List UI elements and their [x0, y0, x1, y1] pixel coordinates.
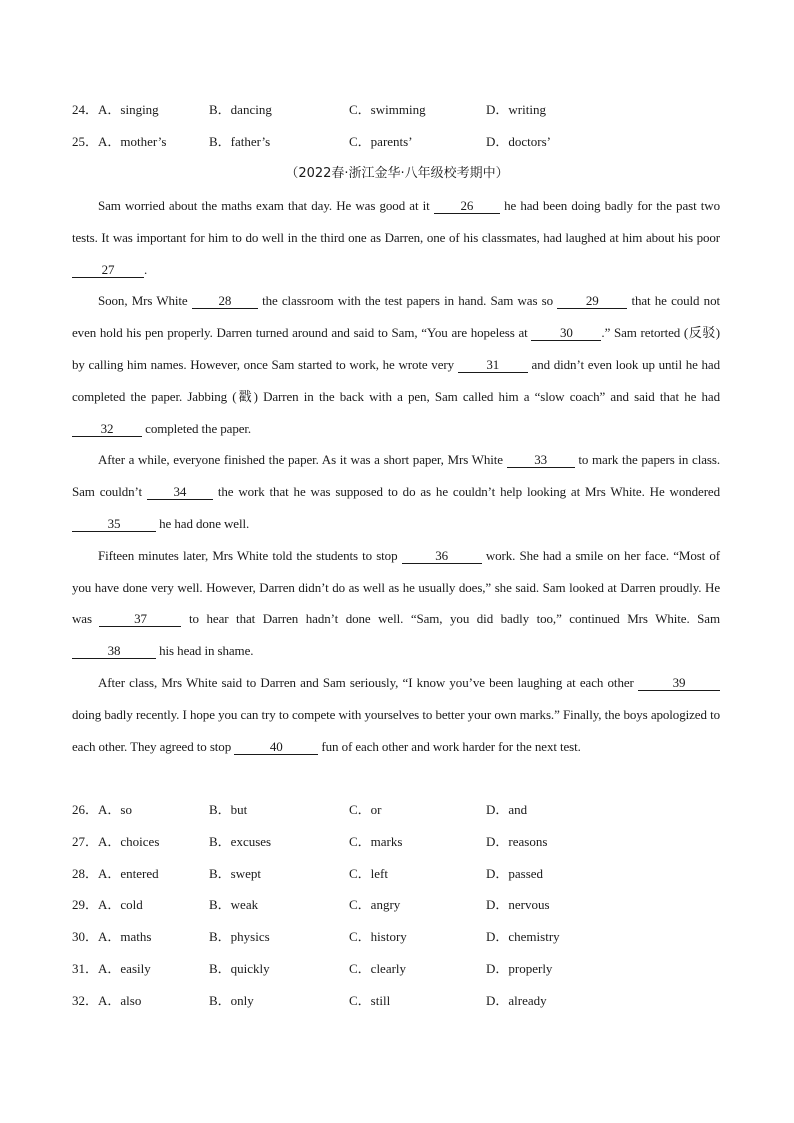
blank-40: 40 [234, 739, 318, 755]
text: to hear that Darren hadn’t done well. “Sam, you did badly too,” continued Mrs White. Sam [181, 611, 720, 627]
paragraph-5 [72, 667, 720, 762]
question-31-option-c: C．clearly [349, 961, 407, 976]
question-27-option-a [72, 832, 159, 852]
question-31-option-b: B．quickly [209, 961, 270, 976]
question-number: 25． [72, 134, 99, 149]
text: completed the paper. [142, 420, 252, 436]
question-29-option-c: C．angry [349, 897, 401, 912]
blank-39: 39 [638, 675, 720, 691]
text: the classroom with the test papers in hand. Sam was so [257, 293, 558, 309]
blank-26: 26 [434, 198, 500, 214]
question-27-option-d: D．reasons [486, 834, 548, 849]
question-28-option-a [72, 864, 159, 884]
blank-36: 36 [402, 548, 482, 564]
option-text: A．entered [98, 866, 159, 881]
question-number: 27． [72, 834, 99, 849]
question-24-option-c: C．swimming [349, 102, 426, 117]
blank-33: 33 [507, 452, 575, 468]
text: to mark the papers in class. Sam couldn’t [72, 452, 720, 500]
blank-30: 30 [531, 325, 601, 341]
paragraph-1 [72, 190, 720, 285]
question-31-option-d: D．properly [486, 961, 553, 976]
cloze-passage [72, 190, 720, 762]
text: he had done well. [156, 515, 250, 531]
text: After class, Mrs White said to Darren and Sam seriously, “I know you’ve been laughing at each other [98, 674, 638, 690]
option-text: A．so [98, 802, 132, 817]
option-text: A．also [98, 993, 142, 1008]
question-32-option-b: B．only [209, 993, 254, 1008]
question-25-option-a [72, 132, 166, 152]
question-32-option-a [72, 991, 141, 1011]
question-24-option-d: D．writing [486, 102, 546, 117]
text: Sam worried about the maths exam that day. He was good at it [98, 198, 434, 213]
question-27-option-c: C．marks [349, 834, 403, 849]
question-26-option-d: D．and [486, 802, 528, 817]
question-30-option-b: B．physics [209, 929, 270, 944]
question-32-option-c: C．still [349, 993, 391, 1008]
question-25-option-d: D．doctors’ [486, 134, 551, 149]
question-31-option-a [72, 959, 151, 979]
question-29-option-a [72, 895, 143, 915]
text: fun of each other and work harder for the next test. [318, 738, 581, 754]
option-text: A．easily [98, 961, 151, 976]
question-32-option-d: D．already [486, 993, 547, 1008]
text: .” Sam retorted (反驳) by calling him names. However, once Sam started to work, he wrote very [72, 325, 720, 372]
paragraph-4 [72, 540, 720, 667]
question-25-option-b: B．father’s [209, 134, 271, 149]
question-26-option-c: C．or [349, 802, 382, 817]
option-text: A．maths [98, 929, 152, 944]
question-28-option-d: D．passed [486, 866, 544, 881]
question-number: 28． [72, 866, 99, 881]
blank-38: 38 [72, 643, 156, 659]
passage-source: （2022春·浙江金华·八年级校考期中） [285, 166, 509, 181]
question-30-option-d: D．chemistry [486, 929, 560, 944]
blank-35: 35 [72, 516, 156, 532]
question-28-option-b: B．swept [209, 866, 262, 881]
question-30-option-a [72, 927, 151, 947]
option-text: A．mother’s [98, 134, 167, 149]
blank-32: 32 [72, 421, 142, 437]
blank-29: 29 [557, 293, 627, 309]
text: Fifteen minutes later, Mrs White told the students to stop [98, 547, 402, 563]
text: that he could not even hold his pen properly. Darren turned around and said to Sam, “You are hopeless at [72, 293, 720, 341]
text: doing badly recently. I hope you can try to compete with yourselves to better your own marks.” Finally, the boys apologized to each other. They agreed to stop [72, 706, 720, 754]
question-30-option-c: C．history [349, 929, 407, 944]
paragraph-2 [72, 285, 720, 444]
question-26-option-b: B．but [209, 802, 248, 817]
blank-37: 37 [99, 611, 181, 627]
question-number: 24． [72, 102, 99, 117]
text: After a while, everyone finished the paper. As it was a short paper, Mrs White [98, 452, 507, 468]
text: . [144, 261, 148, 277]
text: Soon, Mrs White [98, 293, 192, 309]
question-24-option-b: B．dancing [209, 102, 272, 117]
question-29-option-b: B．weak [209, 897, 259, 912]
blank-31: 31 [458, 357, 528, 373]
question-number: 26． [72, 802, 99, 817]
question-26-option-a [72, 800, 132, 820]
blank-34: 34 [147, 484, 213, 500]
text: work. She had a smile on her face. “Most of you have done very well. However, Darren didn’t do as well as he usually does,” she said. Sam looked at Darren proudly. He was [72, 547, 721, 627]
question-28-option-c: C．left [349, 866, 388, 881]
question-25-option-c: C．parents’ [349, 134, 413, 149]
text: and didn’t even look up until he had completed the paper. Jabbing (戳) Darren in the back with a pen, Sam called him a “slow coach” and said that he had [72, 356, 720, 404]
question-number: 31． [72, 961, 99, 976]
question-number: 32． [72, 993, 99, 1008]
option-text: A．choices [98, 834, 160, 849]
option-text: A．cold [98, 897, 143, 912]
paragraph-3 [72, 444, 720, 539]
text: his head in shame. [156, 643, 254, 659]
option-text: A．singing [98, 102, 159, 117]
question-number: 29． [72, 897, 99, 912]
question-24-option-a [72, 100, 159, 120]
blank-28: 28 [192, 293, 258, 309]
text: he had been doing badly for the past two tests. It was important for him to do well in the third one as Darren, one of his classmates, had laughed at him about his poor [72, 198, 720, 245]
blank-27: 27 [72, 262, 144, 278]
question-number: 30． [72, 929, 99, 944]
text: the work that he was supposed to do as he couldn’t help looking at Mrs White. He wondered [212, 484, 720, 500]
question-27-option-b: B．excuses [209, 834, 272, 849]
question-29-option-d: D．nervous [486, 897, 550, 912]
